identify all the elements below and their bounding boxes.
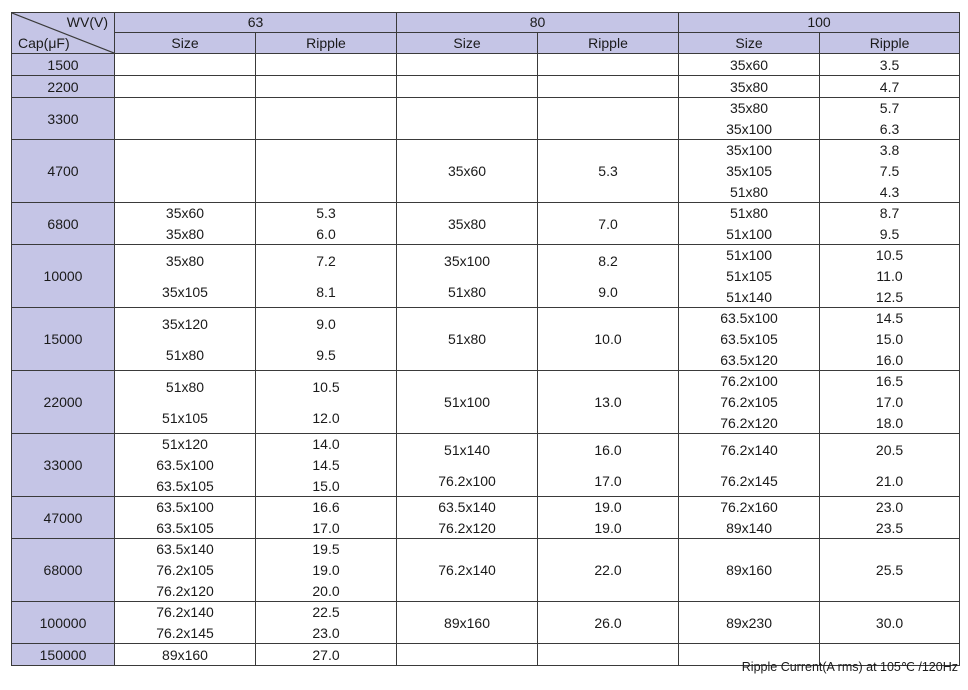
size-value: 35x105 (726, 162, 772, 179)
size-cell (679, 434, 820, 497)
ripple-value: 11.0 (876, 267, 903, 284)
size-value: 35x100 (726, 142, 772, 159)
ripple-value: 10.0 (594, 331, 622, 347)
size-value: 76.2x140 (438, 562, 496, 578)
size-cell (115, 644, 256, 666)
size-cell (679, 76, 820, 98)
ripple-value: 30.0 (875, 614, 904, 631)
size-value: 35x80 (729, 78, 769, 95)
ripple-cell (256, 245, 397, 308)
size-cell (679, 203, 820, 245)
size-cell (679, 308, 820, 371)
table-body (12, 54, 960, 666)
table-row (12, 54, 960, 76)
size-value: 63.5x105 (720, 330, 778, 347)
table-row (12, 539, 960, 602)
ripple-cell (538, 203, 679, 245)
size-cell (679, 140, 820, 203)
ripple-value: 14.0 (312, 436, 340, 453)
ripple-value: 23.0 (312, 624, 340, 641)
footnote: Ripple Current(A rms) at 105℃ /120Hz (741, 660, 958, 674)
ripple-value: 15.0 (312, 477, 340, 494)
ripple-value: 20.5 (875, 441, 904, 458)
ripple-value: 9.0 (598, 283, 618, 300)
ripple-cell (820, 140, 960, 203)
ripple-value: 19.5 (312, 541, 340, 558)
size-value: 35x80 (165, 225, 205, 242)
ripple-value: 27.0 (312, 646, 340, 663)
ripple-value: 5.3 (598, 163, 618, 179)
size-value: 35x120 (162, 315, 208, 332)
size-value: 89x230 (726, 614, 772, 631)
ripple-value: 10.5 (875, 247, 904, 264)
ripple-value: 21.0 (875, 472, 904, 489)
size-value: 51x80 (165, 346, 205, 363)
capacitance-cell: 2200 (12, 76, 115, 98)
ripple-cell (256, 98, 397, 140)
size-value: 63.5x105 (156, 477, 214, 494)
ripple-cell (820, 245, 960, 308)
size-value: 63.5x140 (156, 541, 214, 558)
size-value: 51x105 (726, 267, 772, 284)
ripple-cell (538, 54, 679, 76)
ripple-cell (820, 539, 960, 602)
capacitance-cell: 47000 (12, 497, 115, 539)
size-cell (679, 245, 820, 308)
size-cell (397, 140, 538, 203)
cap-label: Cap(μF) (18, 35, 70, 51)
ripple-cell (256, 497, 397, 539)
ripple-value: 4.7 (879, 78, 900, 95)
ripple-value: 18.0 (875, 414, 904, 431)
ripple-value: 8.7 (879, 205, 900, 222)
ripple-value: 16.5 (875, 373, 904, 390)
ripple-value: 25.5 (875, 562, 904, 578)
ripple-value: 3.8 (879, 142, 900, 159)
table-row (12, 371, 960, 434)
wv-label: WV(V) (66, 14, 108, 30)
ripple-value: 15.0 (875, 330, 904, 347)
ripple-cell (538, 497, 679, 539)
size-cell (115, 497, 256, 539)
size-value: 51x140 (726, 288, 772, 305)
size-value: 76.2x145 (720, 472, 778, 489)
ripple-value: 9.0 (316, 315, 336, 332)
ripple-cell (820, 602, 960, 644)
ripple-value: 17.0 (312, 519, 340, 536)
ripple-cell (256, 644, 397, 666)
table-row (12, 245, 960, 308)
ripple-cell (820, 76, 960, 98)
ripple-cell (538, 140, 679, 203)
ripple-value: 7.2 (316, 252, 336, 269)
size-cell (115, 245, 256, 308)
ripple-value: 12.5 (875, 288, 904, 305)
ripple-value: 22.5 (312, 604, 340, 621)
size-value: 89x160 (162, 646, 208, 663)
size-value: 89x140 (726, 519, 772, 536)
size-value: 76.2x105 (156, 561, 214, 578)
ripple-value: 7.5 (879, 162, 900, 179)
size-value: 63.5x105 (156, 519, 214, 536)
table-row (12, 140, 960, 203)
size-value: 89x160 (444, 614, 490, 631)
size-value: 35x60 (165, 205, 205, 222)
ripple-header: Ripple (538, 33, 679, 54)
ripple-value: 8.2 (598, 252, 618, 269)
size-value: 35x100 (444, 252, 490, 269)
size-value: 35x80 (447, 215, 487, 232)
size-cell (679, 497, 820, 539)
size-value: 35x60 (729, 56, 769, 73)
size-value: 51x140 (444, 441, 490, 458)
ripple-value: 23.5 (875, 519, 904, 536)
size-cell (115, 434, 256, 497)
size-value: 76.2x145 (156, 624, 214, 641)
size-value: 51x80 (729, 205, 769, 222)
ripple-cell (256, 308, 397, 371)
size-cell (115, 308, 256, 371)
ripple-value: 8.1 (316, 283, 336, 300)
ripple-cell (820, 497, 960, 539)
size-cell (397, 54, 538, 76)
ripple-value: 23.0 (875, 499, 904, 516)
size-value: 51x100 (726, 247, 772, 264)
size-cell (115, 98, 256, 140)
size-value: 51x100 (444, 394, 490, 410)
size-value: 51x80 (729, 183, 769, 200)
size-value: 35x80 (729, 100, 769, 117)
size-cell (397, 308, 538, 371)
ripple-cell (538, 539, 679, 602)
ripple-header: Ripple (256, 33, 397, 54)
size-header: Size (397, 33, 538, 54)
size-value: 51x80 (165, 378, 205, 395)
size-cell (397, 76, 538, 98)
ripple-value: 13.0 (594, 394, 622, 410)
ripple-value: 17.0 (875, 393, 904, 410)
ripple-cell (538, 308, 679, 371)
ripple-cell (538, 602, 679, 644)
ripple-cell (538, 245, 679, 308)
ripple-value: 4.3 (879, 183, 900, 200)
size-cell (397, 203, 538, 245)
size-cell (679, 602, 820, 644)
size-value: 51x80 (447, 283, 487, 300)
voltage-header-100: 100 (679, 13, 960, 33)
capacitance-cell: 1500 (12, 54, 115, 76)
size-cell (397, 497, 538, 539)
ripple-cell (820, 308, 960, 371)
size-cell (397, 539, 538, 602)
ripple-value: 22.0 (594, 562, 622, 578)
size-cell (115, 140, 256, 203)
size-value: 76.2x100 (720, 373, 778, 390)
size-value: 35x80 (165, 252, 205, 269)
size-header: Size (679, 33, 820, 54)
ripple-value: 19.0 (594, 519, 622, 536)
ripple-value: 14.5 (875, 310, 904, 327)
size-value: 63.5x100 (720, 310, 778, 327)
size-value: 76.2x160 (720, 499, 778, 516)
table-row (12, 98, 960, 140)
table-row (12, 203, 960, 245)
capacitance-cell: 68000 (12, 539, 115, 602)
size-value: 63.5x100 (156, 499, 214, 516)
size-cell (397, 245, 538, 308)
size-cell (115, 54, 256, 76)
ripple-value: 9.5 (316, 346, 336, 363)
size-cell (115, 203, 256, 245)
size-value: 76.2x105 (720, 393, 778, 410)
size-value: 63.5x100 (156, 456, 214, 473)
ripple-cell (256, 140, 397, 203)
size-cell (679, 371, 820, 434)
ripple-cell (538, 644, 679, 666)
ripple-cell (256, 203, 397, 245)
size-value: 63.5x140 (438, 499, 496, 516)
ripple-value: 20.0 (312, 582, 340, 599)
ripple-cell (538, 76, 679, 98)
ripple-cell (820, 203, 960, 245)
size-value: 51x105 (162, 409, 208, 426)
ripple-value: 12.0 (312, 409, 340, 426)
ripple-value: 16.6 (312, 499, 340, 516)
ripple-cell (256, 434, 397, 497)
ripple-value: 16.0 (875, 351, 904, 368)
capacitance-cell: 3300 (12, 98, 115, 140)
size-header: Size (115, 33, 256, 54)
size-cell (397, 98, 538, 140)
ripple-cell (820, 371, 960, 434)
ripple-value: 10.5 (312, 378, 340, 395)
size-value: 76.2x140 (156, 604, 214, 621)
capacitance-cell: 22000 (12, 371, 115, 434)
size-value: 51x120 (162, 436, 208, 453)
size-value: 51x100 (726, 225, 772, 242)
ripple-value: 19.0 (594, 499, 622, 516)
ripple-value: 7.0 (598, 215, 618, 232)
size-cell (115, 76, 256, 98)
table-row (12, 602, 960, 644)
size-value: 76.2x100 (438, 472, 496, 489)
ripple-value: 6.0 (316, 225, 336, 242)
size-cell (397, 602, 538, 644)
size-value: 35x100 (726, 120, 772, 137)
size-value: 35x60 (447, 163, 487, 179)
size-value: 76.2x140 (720, 441, 778, 458)
capacitance-cell: 33000 (12, 434, 115, 497)
capacitance-cell: 150000 (12, 644, 115, 666)
size-cell (679, 54, 820, 76)
ripple-cell (538, 371, 679, 434)
ripple-cell (820, 434, 960, 497)
ripple-cell (256, 54, 397, 76)
size-cell (397, 434, 538, 497)
size-value: 89x160 (726, 562, 772, 578)
size-value: 76.2x120 (438, 519, 496, 536)
ripple-cell (538, 98, 679, 140)
header-corner-cell (12, 13, 115, 54)
size-cell (397, 644, 538, 666)
ripple-cell (820, 54, 960, 76)
size-value: 51x80 (447, 331, 487, 347)
ripple-value: 3.5 (879, 56, 900, 73)
size-cell (679, 539, 820, 602)
table-row (12, 434, 960, 497)
capacitance-cell: 10000 (12, 245, 115, 308)
capacitance-cell: 15000 (12, 308, 115, 371)
ripple-cell (538, 434, 679, 497)
ripple-value: 16.0 (594, 441, 622, 458)
ripple-value: 17.0 (594, 472, 622, 489)
table-row (12, 308, 960, 371)
size-cell (679, 98, 820, 140)
capacitance-cell: 100000 (12, 602, 115, 644)
ripple-cell (256, 539, 397, 602)
size-cell (397, 371, 538, 434)
ripple-cell (256, 602, 397, 644)
ripple-value: 19.0 (312, 561, 340, 578)
ripple-value: 9.5 (879, 225, 900, 242)
size-cell (115, 539, 256, 602)
ripple-value: 14.5 (312, 456, 340, 473)
table-row (12, 76, 960, 98)
ripple-value: 26.0 (594, 614, 622, 631)
ripple-current-table (11, 12, 960, 666)
ripple-value: 6.3 (879, 120, 900, 137)
size-cell (115, 371, 256, 434)
capacitance-cell: 6800 (12, 203, 115, 245)
size-cell (115, 602, 256, 644)
voltage-header-80: 80 (397, 13, 679, 33)
ripple-cell (820, 98, 960, 140)
size-value: 63.5x120 (720, 351, 778, 368)
ripple-header: Ripple (820, 33, 960, 54)
ripple-value: 5.3 (316, 205, 336, 222)
capacitance-cell: 4700 (12, 140, 115, 203)
ripple-cell (256, 76, 397, 98)
ripple-cell (256, 371, 397, 434)
size-value: 76.2x120 (720, 414, 778, 431)
ripple-value: 5.7 (879, 100, 900, 117)
size-value: 35x105 (162, 283, 208, 300)
size-value: 76.2x120 (156, 582, 214, 599)
table-row (12, 497, 960, 539)
voltage-header-63: 63 (115, 13, 397, 33)
